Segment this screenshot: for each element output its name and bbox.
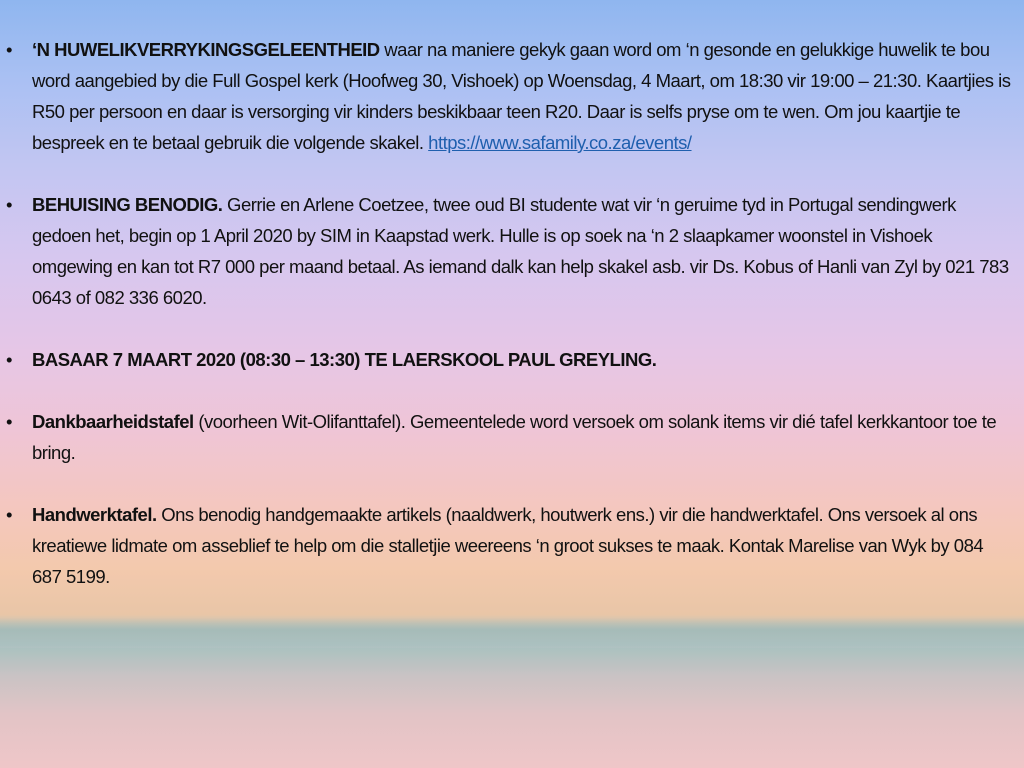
item-title: BEHUISING BENODIG. <box>32 194 223 215</box>
list-item-huwelik <box>0 34 1024 158</box>
bullet-icon: • <box>6 194 12 215</box>
item-text: waar na maniere gekyk gaan word om ‘n gesonde en gelukkige huwelik te bou word aangebied by die Full Gospel kerk (Hoofweg 30, Vishoek) op Woensdag, 4 Maart, om 18:30 vir 19:00 – 21:30. Kaartjies is R50 per persoon en daar is versorging vir kinders beskikbaar teen R20. Daar is selfs pryse om te wen. Om jou kaartjie te bespreek en te betaal gebruik die volgende skakel. <box>32 39 1011 153</box>
bullet-icon: • <box>6 349 12 370</box>
item-title: Handwerktafel. <box>32 504 157 525</box>
bullet-icon: • <box>6 39 12 60</box>
announcement-list <box>0 34 1024 623</box>
events-link[interactable]: https://www.safamily.co.za/events/ <box>428 132 692 153</box>
list-item-basaar <box>0 344 1024 375</box>
bullet-icon: • <box>6 504 12 525</box>
item-title: Dankbaarheidstafel <box>32 411 194 432</box>
list-item-behuising <box>0 189 1024 313</box>
list-item-handwerktafel <box>0 499 1024 592</box>
bullet-icon: • <box>6 411 12 432</box>
item-title: BASAAR 7 MAART 2020 (08:30 – 13:30) TE LAERSKOOL PAUL GREYLING. <box>32 349 657 370</box>
item-text: (voorheen Wit-Olifanttafel). Gemeentelede word versoek om solank items vir dié tafel kerkkantoor toe te bring. <box>32 411 997 463</box>
item-text: Ons benodig handgemaakte artikels (naaldwerk, houtwerk ens.) vir die handwerktafel. Ons versoek al ons kreatiewe lidmate om asseblief te help om die stalletjie weereens ‘n groot sukses te maak. Kontak Marelise van Wyk by 084 687 5199. <box>32 504 984 587</box>
item-title: ‘N HUWELIKVERRYKINGSGELEENTHEID <box>32 39 380 60</box>
list-item-dankbaarheidstafel <box>0 406 1024 468</box>
item-text: Gerrie en Arlene Coetzee, twee oud BI studente wat vir ‘n geruime tyd in Portugal sendingwerk gedoen het, begin op 1 April 2020 by SIM in Kaapstad werk. Hulle is op soek na ‘n 2 slaapkamer woonstel in Vishoek omgewing en kan tot R7 000 per maand betaal. As iemand dalk kan help skakel asb. vir Ds. Kobus of Hanli van Zyl by 021 783 0643 of 082 336 6020. <box>32 194 1009 308</box>
